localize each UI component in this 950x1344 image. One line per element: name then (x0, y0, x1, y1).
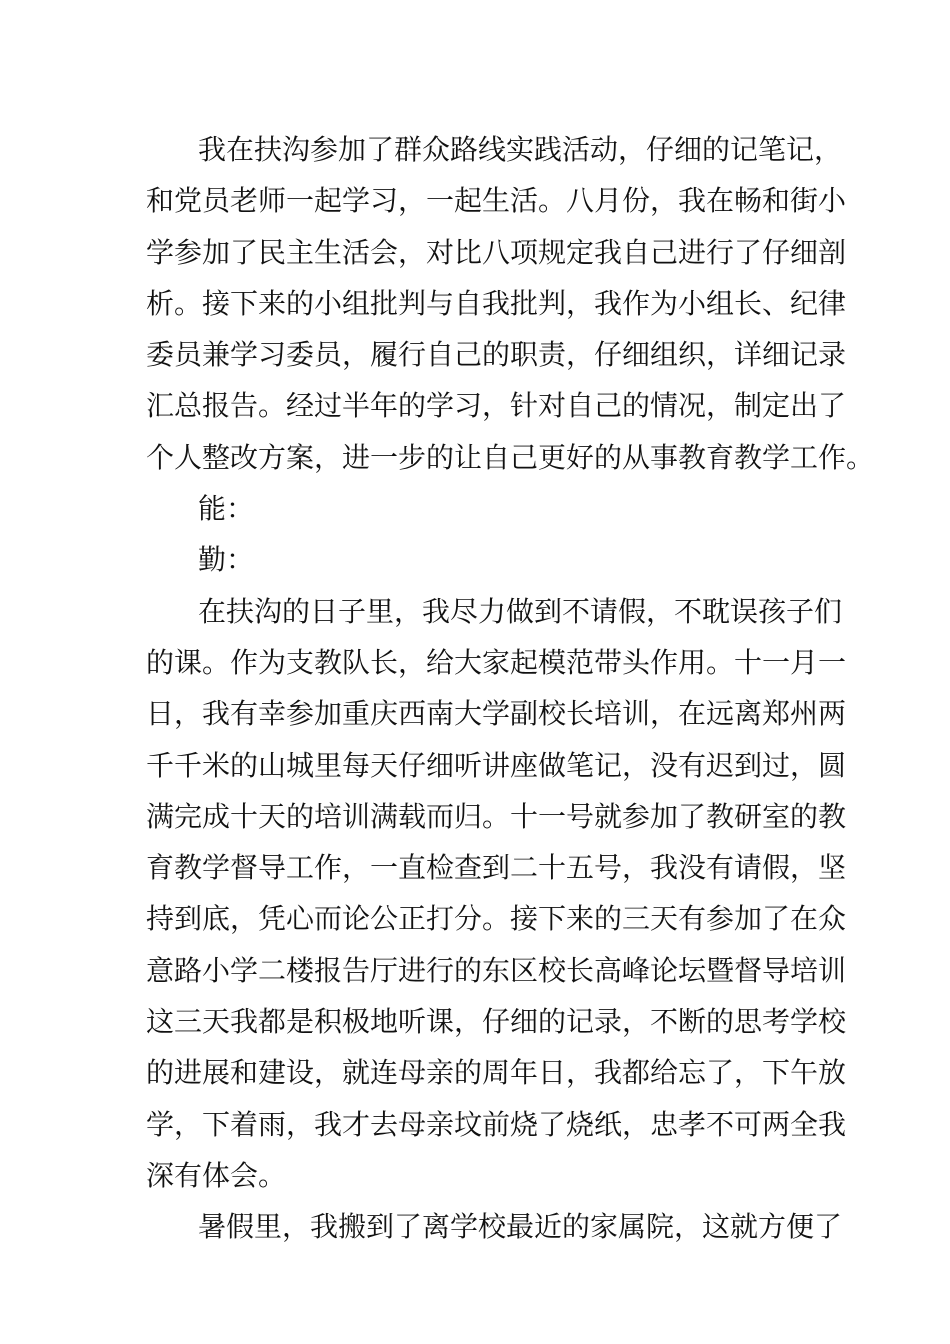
text-line: 学，下着雨，我才去母亲坟前烧了烧纸，忠孝不可两全我 (146, 1107, 847, 1141)
paragraph-heading-ability (146, 483, 808, 534)
text-line: 我在扶沟参加了群众路线实践活动，仔细的记笔记， (198, 133, 843, 166)
text-line: 学参加了民主生活会，对比八项规定我自己进行了仔细剖 (146, 235, 847, 269)
text-line: 的课。作为支教队长，给大家起模范带头作用。十一月一 (146, 645, 847, 679)
section-heading: 勤： (198, 543, 255, 577)
text-line: 汇总报告。经过半年的学习，针对自己的情况，制定出了 (146, 389, 847, 423)
text-line: 的进展和建设，就连母亲的周年日，我都给忘了，下午放 (146, 1056, 847, 1090)
section-heading: 能： (198, 492, 255, 526)
text-line: 个人整改方案，进一步的让自己更好的从事教育教学工作。 (146, 440, 875, 474)
text-line: 深有体会。 (146, 1158, 287, 1192)
text-line: 满完成十天的培训满载而归。十一号就参加了教研室的教 (146, 799, 847, 833)
text-line: 育教学督导工作，一直检查到二十五号，我没有请假，坚 (146, 851, 847, 885)
text-line: 在扶沟的日子里，我尽力做到不请假，不耽误孩子们 (198, 594, 843, 628)
document-body (146, 124, 875, 1253)
paragraph-diligence (146, 586, 847, 1202)
text-line: 这三天我都是积极地听课，仔细的记录，不断的思考学校 (146, 1005, 847, 1039)
text-line: 意路小学二楼报告厅进行的东区校长高峰论坛暨督导培训 (146, 953, 847, 987)
text-line: 和党员老师一起学习，一起生活。八月份，我在畅和街小 (146, 184, 847, 218)
text-line: 日，我有幸参加重庆西南大学副校长培训，在远离郑州两 (146, 697, 847, 731)
paragraph-activity (146, 124, 875, 483)
text-line: 暑假里，我搬到了离学校最近的家属院，这就方便了 (198, 1210, 843, 1244)
text-line: 析。接下来的小组批判与自我批判，我作为小组长、纪律 (146, 286, 847, 320)
paragraph-summer (146, 1201, 843, 1252)
text-line: 持到底，凭心而论公正打分。接下来的三天有参加了在众 (146, 902, 847, 936)
text-line: 千千米的山城里每天仔细听讲座做笔记，没有迟到过，圆 (146, 748, 847, 782)
text-line: 委员兼学习委员，履行自己的职责，仔细组织，详细记录 (146, 338, 847, 372)
paragraph-heading-diligence (146, 534, 808, 585)
